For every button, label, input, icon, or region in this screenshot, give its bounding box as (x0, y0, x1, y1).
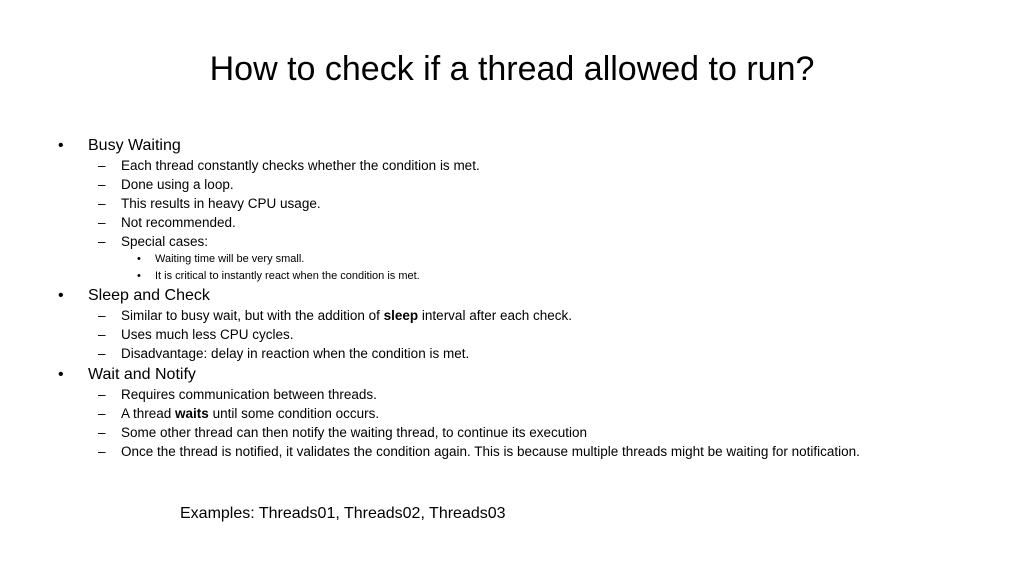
dash-icon: – (98, 425, 106, 440)
dash-icon: – (98, 234, 106, 249)
dash-icon: – (98, 346, 106, 361)
dash-icon: – (98, 215, 106, 230)
bullet-dot-icon: • (58, 137, 64, 154)
list-item-text: Done using a loop. (121, 177, 234, 192)
list-item (0, 306, 1024, 325)
sub-list-item (0, 268, 1024, 285)
slide-title: How to check if a thread allowed to run? (209, 50, 815, 88)
list-item-text: Each thread constantly checks whether the condition is met. (121, 158, 480, 173)
list-item (0, 156, 1024, 175)
dash-icon: – (98, 177, 106, 192)
dash-icon: – (98, 444, 106, 459)
list-item-text: This results in heavy CPU usage. (121, 196, 321, 211)
list-item (0, 325, 1024, 344)
dash-icon: – (98, 196, 106, 211)
dash-icon: – (98, 387, 106, 402)
list-item-text: interval after each check. (418, 308, 572, 323)
list-item (0, 385, 1024, 404)
list-item-text: Once the thread is notified, it validates the condition again. This is because multiple threads might be waiting for notification. (121, 444, 860, 459)
bullet-dot-icon: • (137, 253, 141, 265)
heading-text: Sleep and Check (88, 287, 210, 304)
dash-icon: – (98, 327, 106, 342)
list-item-text: Not recommended. (121, 215, 236, 230)
list-item-text: Similar to busy wait, but with the addition of (121, 308, 384, 323)
section-sleep-and-check (0, 286, 1024, 363)
sub-list-item-text: It is critical to instantly react when the condition is met. (155, 269, 420, 282)
list-item-text: A thread (121, 406, 176, 421)
heading-text: Busy Waiting (88, 137, 181, 154)
list-item-text: until some condition occurs. (208, 406, 380, 421)
bullet-dot-icon: • (58, 287, 64, 304)
section-busy-waiting (0, 136, 1024, 284)
dash-icon: – (98, 406, 106, 421)
heading-text: Wait and Notify (88, 366, 196, 383)
list-item-text: Special cases: (121, 234, 209, 249)
examples-note: Examples: Threads01, Threads02, Threads03 (180, 505, 506, 522)
bullet-heading (0, 365, 1024, 385)
list-item (0, 213, 1024, 232)
bullet-heading (0, 136, 1024, 156)
list-item-text: Uses much less CPU cycles. (121, 327, 294, 342)
bullet-dot-icon: • (137, 269, 141, 282)
list-item (0, 175, 1024, 194)
list-item-text: Some other thread can then notify the waiting thread, to continue its execution (121, 425, 588, 440)
list-item (0, 442, 1024, 461)
dash-icon: – (98, 158, 106, 173)
list-item-text: Requires communication between threads. (121, 387, 377, 402)
list-item (0, 194, 1024, 213)
list-item (0, 404, 1024, 423)
list-item-text: Disadvantage: delay in reaction when the condition is met. (121, 346, 470, 361)
list-item (0, 423, 1024, 442)
list-item (0, 232, 1024, 251)
emphasis-text: waits (175, 406, 209, 421)
emphasis-text: sleep (383, 308, 419, 323)
dash-icon: – (98, 308, 106, 323)
bullet-heading (0, 286, 1024, 306)
bullet-dot-icon: • (58, 366, 64, 383)
section-wait-and-notify (0, 365, 1024, 461)
sub-list-item-text: Waiting time will be very small. (155, 253, 305, 265)
slide-body (0, 135, 1024, 463)
list-item (0, 344, 1024, 363)
sub-list-item (0, 251, 1024, 268)
